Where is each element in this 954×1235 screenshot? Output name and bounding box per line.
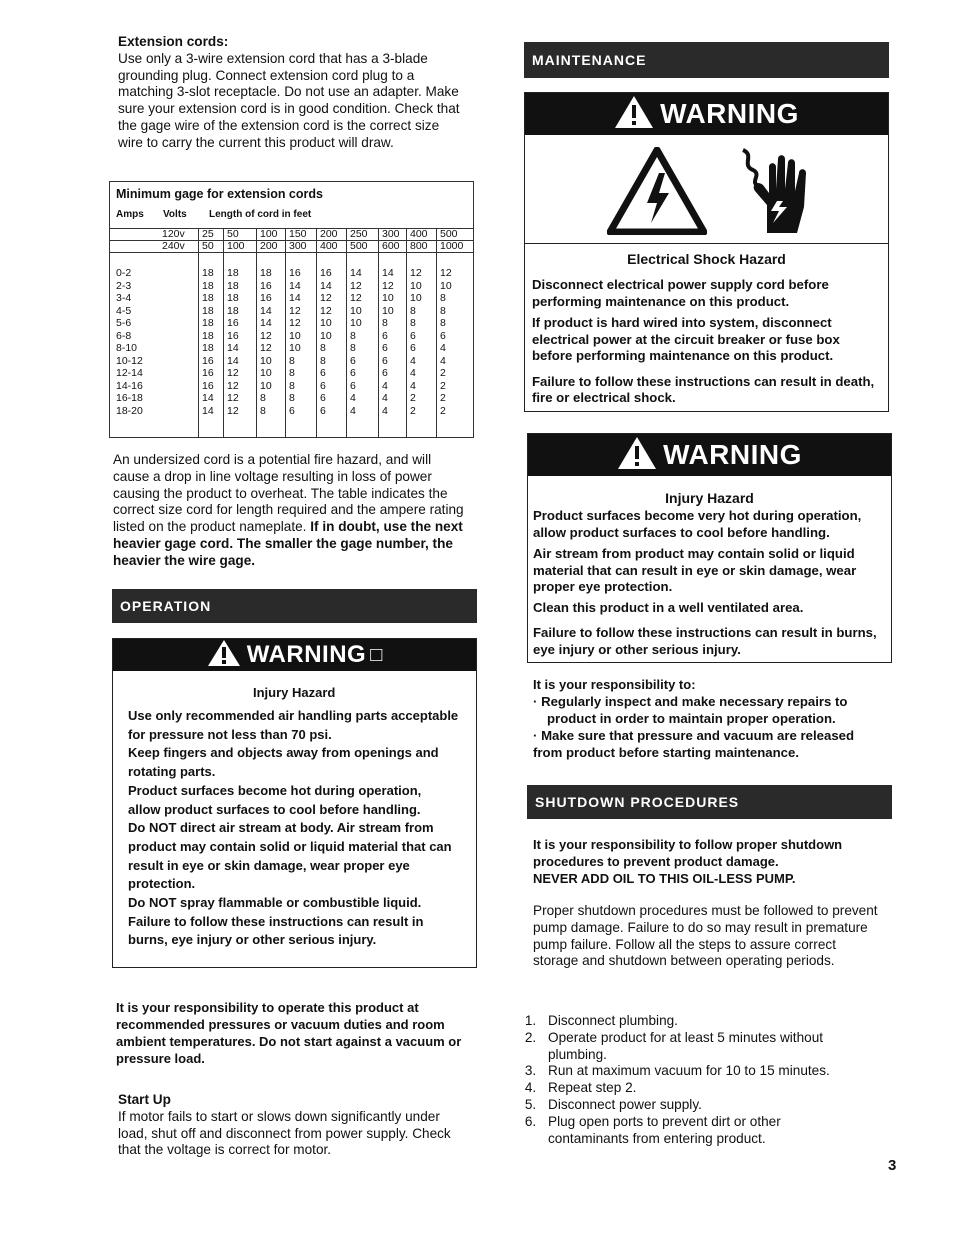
gage-cell: 10 — [350, 304, 362, 317]
undersized-bold-text: If in doubt, use the next heavier gage cord. The smaller the gage number, the heavier the wire gage. — [113, 519, 463, 568]
shutdown-steps — [518, 1013, 858, 1147]
gage-cell: 6 — [382, 329, 388, 342]
gage-cell: 4 — [410, 354, 416, 367]
shutdown-text: Proper shutdown procedures must be followed to prevent pump damage. Failure to do so may result in premature pump failure. Follow all the steps to assure correct storage and shutdown between operating periods. — [533, 903, 878, 969]
gage-cell: 8 — [350, 329, 356, 342]
operation-bar-label: OPERATION — [120, 598, 212, 614]
gage-cell: 6 — [320, 367, 326, 379]
responsibility-list — [533, 693, 878, 761]
responsibility-heading: It is your responsibility to: — [533, 677, 696, 692]
gage-cell: 8 — [440, 292, 446, 304]
gage-cell: 16 — [260, 292, 272, 304]
step-item: 6. Plug open ports to prevent dirt or other contaminants from entering product. — [540, 1114, 858, 1148]
shocked-hand-icon — [733, 145, 813, 242]
amps-cell: 2-3 — [116, 279, 132, 292]
gage-cell: 6 — [320, 404, 326, 417]
electrical-warning-box — [524, 92, 889, 412]
gage-cell: 6 — [382, 342, 388, 354]
gage-cell: 6 — [382, 354, 388, 367]
length-cell: 300 — [289, 240, 307, 252]
gage-cell: 14 — [289, 279, 301, 292]
length-cell: 800 — [410, 240, 428, 252]
gage-cell: 6 — [440, 329, 446, 342]
length-cell: 500 — [440, 228, 458, 240]
amps-cell: 10-12 — [116, 354, 143, 367]
warning-triangle-icon — [207, 639, 241, 672]
injury-warning-header — [528, 434, 891, 476]
gage-cell: 2 — [410, 404, 416, 417]
operation-warning-box — [112, 638, 477, 968]
gage-cell: 8 — [382, 317, 388, 329]
gage-cell: 8 — [289, 392, 295, 404]
amps-cell: 18-20 — [116, 404, 143, 417]
page-number: 3 — [888, 1157, 897, 1174]
gage-cell: 4 — [410, 367, 416, 379]
length-cell: 400 — [410, 228, 428, 240]
gage-cell: 8 — [289, 354, 295, 367]
operation-warning-text — [128, 707, 458, 950]
maintenance-section-bar — [524, 42, 889, 78]
gage-cell: 18 — [227, 267, 239, 279]
gage-cell: 4 — [410, 379, 416, 392]
electrical-warning-title: WARNING — [660, 98, 799, 129]
gage-cell: 2 — [440, 392, 446, 404]
gage-cell: 18 — [202, 292, 214, 304]
warning-line: burns, eye injury or other serious injury. — [128, 932, 377, 948]
amps-cell: 14-16 — [116, 379, 143, 392]
amps-cell: 12-14 — [116, 367, 143, 379]
gage-cell: 14 — [202, 404, 214, 417]
gage-cell: 8 — [260, 392, 266, 404]
gage-cell: 18 — [227, 304, 239, 317]
startup-heading: Start Up — [118, 1092, 171, 1107]
injury-warning-box — [527, 433, 892, 663]
step-item: 5. Disconnect power supply. — [540, 1097, 858, 1114]
gage-cell: 12 — [227, 379, 239, 392]
gage-cell: 10 — [260, 379, 272, 392]
maintenance-bar-label: MAINTENANCE — [532, 52, 647, 68]
gage-cell: 12 — [227, 367, 239, 379]
volts-cell: 240v — [162, 240, 185, 252]
gage-cell: 4 — [440, 354, 446, 367]
gage-cell: 6 — [320, 392, 326, 404]
injury-warning-text: Product surfaces become very hot during operation, allow product surfaces to cool before handling. Air stream from product may contain solid or liquid material that can result in eye or skin damage, wear proper eye protection. Clean this product in a well ventilated area. Failure to follow these instructions can result in burns, eye injury or other serious injury. — [533, 508, 877, 657]
gage-cell: 4 — [440, 342, 446, 354]
warning-line: result in eye or skin damage, wear proper eye — [128, 857, 410, 873]
gage-cell: 4 — [350, 392, 356, 404]
gage-cell: 8 — [410, 304, 416, 317]
operation-warning-header: WARNING □ — [113, 639, 476, 671]
warning-triangle-icon — [617, 436, 657, 475]
length-cell: 600 — [382, 240, 400, 252]
gage-cell: 2 — [440, 367, 446, 379]
length-cell: 1000 — [440, 240, 464, 252]
gage-cell: 18 — [202, 317, 214, 329]
gage-cell: 12 — [320, 304, 332, 317]
gage-cell: 14 — [227, 342, 239, 354]
gage-cell: 12 — [440, 267, 452, 279]
electrical-hazard-icon — [607, 147, 707, 240]
gage-cell: 8 — [440, 317, 446, 329]
step-item: 4. Repeat step 2. — [540, 1080, 858, 1097]
injury-warning-title: WARNING — [663, 439, 802, 470]
operation-responsibility: It is your responsibility to operate this product at recommended pressures or vacuum duties and room ambient temperatures. Do not start against a vacuum or pressure load. — [116, 1000, 462, 1066]
injury-hazard-title: Injury Hazard — [665, 490, 754, 506]
gage-cell: 10 — [382, 292, 394, 304]
gage-cell: 8 — [320, 342, 326, 354]
warning-line: Keep fingers and objects away from openings and — [128, 745, 439, 761]
warning-triangle-icon — [614, 95, 654, 134]
extension-cord-gage-table — [109, 181, 474, 438]
gage-cell: 16 — [202, 354, 214, 367]
gage-cell: 2 — [410, 392, 416, 404]
gage-cell: 18 — [202, 279, 214, 292]
gage-cell: 16 — [227, 329, 239, 342]
operation-hazard-title: Injury Hazard — [253, 685, 336, 700]
list-item: · Regularly inspect and make necessary repairs to product in order to maintain proper operation. — [533, 694, 848, 726]
length-cell: 150 — [289, 228, 307, 240]
gage-cell: 8 — [320, 354, 326, 367]
startup-section — [118, 1092, 473, 1159]
col-length-label: Length of cord in feet — [209, 209, 312, 220]
warning-line: Do NOT direct air stream at body. Air stream from — [128, 820, 434, 836]
gage-cell: 16 — [289, 267, 301, 279]
amps-cell: 4-5 — [116, 304, 132, 317]
gage-cell: 18 — [202, 329, 214, 342]
gage-cell: 18 — [227, 279, 239, 292]
gage-cell: 14 — [289, 292, 301, 304]
undersized-text: An undersized cord is a potential fire hazard, and will cause a drop in line voltage resulting in loss of power causing the product to overheat. The table indicates the correct size cord for length required and the ampere rating listed on the product nameplate. — [113, 452, 464, 535]
amps-cell: 8-10 — [116, 342, 138, 354]
length-cell: 50 — [227, 228, 239, 240]
gage-cell: 14 — [260, 317, 272, 329]
gage-cell: 12 — [260, 329, 272, 342]
gage-cell: 4 — [382, 392, 388, 404]
amps-cell: 16-18 — [116, 392, 143, 404]
col-volts-label: Volts — [163, 209, 187, 220]
gage-cell: 18 — [202, 342, 214, 354]
gage-cell: 10 — [260, 367, 272, 379]
gage-cell: 8 — [440, 304, 446, 317]
shutdown-bold-2: NEVER ADD OIL TO THIS OIL-LESS PUMP. — [533, 871, 796, 886]
gage-cell: 6 — [350, 354, 356, 367]
gage-cell: 10 — [260, 354, 272, 367]
gage-cell: 10 — [320, 329, 332, 342]
gage-cell: 12 — [289, 317, 301, 329]
operation-warning-title: WARNING — [246, 641, 367, 668]
step-item: 1. Disconnect plumbing. — [540, 1013, 858, 1030]
electrical-warning-text: Disconnect electrical power supply cord before performing maintenance on this product. If product is hard wired into system, disconnect electrical power at the circuit breaker or fuse box before performing maintenance on this product. Failure to follow these instructions can result in death, fire or electrical shock. — [532, 277, 875, 405]
gage-cell: 8 — [289, 379, 295, 392]
gage-cell: 10 — [289, 329, 301, 342]
amps-cell: 6-8 — [116, 329, 132, 342]
gage-cell: 4 — [382, 404, 388, 417]
gage-cell: 16 — [227, 317, 239, 329]
gage-cell: 6 — [350, 379, 356, 392]
length-cell: 100 — [260, 228, 278, 240]
gage-cell: 12 — [227, 404, 239, 417]
length-cell: 200 — [320, 228, 338, 240]
extension-cords-heading: Extension cords: — [118, 34, 229, 49]
gage-cell: 6 — [320, 379, 326, 392]
gage-cell: 16 — [202, 367, 214, 379]
gage-cell: 12 — [410, 267, 422, 279]
startup-text: If motor fails to start or slows down significantly under load, shut off and disconnect from power supply. Check that the voltage is correct for motor. — [118, 1108, 451, 1158]
warning-line: Do NOT spray flammable or combustible liquid. — [128, 895, 422, 911]
gage-cell: 14 — [320, 279, 332, 292]
gage-cell: 4 — [382, 379, 388, 392]
gage-cell: 18 — [227, 292, 239, 304]
gage-cell: 6 — [410, 342, 416, 354]
gage-table-title: Minimum gage for extension cords — [116, 187, 323, 201]
gage-cell: 12 — [227, 392, 239, 404]
undersized-cord-section — [113, 452, 465, 570]
length-cell: 50 — [202, 240, 214, 252]
gage-cell: 10 — [440, 279, 452, 292]
gage-cell: 16 — [202, 379, 214, 392]
shutdown-section-bar — [527, 785, 892, 819]
length-cell: 300 — [382, 228, 400, 240]
gage-cell: 10 — [350, 317, 362, 329]
shutdown-bar-label: SHUTDOWN PROCEDURES — [535, 794, 740, 810]
gage-cell: 14 — [227, 354, 239, 367]
gage-cell: 2 — [440, 404, 446, 417]
shutdown-section — [533, 836, 883, 970]
length-cell: 250 — [350, 228, 368, 240]
extension-cords-section — [118, 34, 463, 152]
maintenance-responsibility — [533, 676, 878, 761]
gage-cell: 8 — [350, 342, 356, 354]
gage-cell: 14 — [382, 267, 394, 279]
col-amps-label: Amps — [116, 209, 144, 220]
gage-cell: 16 — [260, 279, 272, 292]
step-item: 2. Operate product for at least 5 minutes without plumbing. — [540, 1030, 858, 1064]
gage-cell: 12 — [350, 279, 362, 292]
gage-cell: 18 — [260, 267, 272, 279]
gage-cell: 6 — [289, 404, 295, 417]
gage-cell: 8 — [260, 404, 266, 417]
gage-cell: 10 — [410, 292, 422, 304]
gage-cell: 18 — [202, 267, 214, 279]
length-cell: 25 — [202, 228, 214, 240]
step-item: 3. Run at maximum vacuum for 10 to 15 minutes. — [540, 1063, 858, 1080]
warning-line: Product surfaces become hot during operation, — [128, 782, 422, 798]
gage-cell: 6 — [410, 329, 416, 342]
electrical-warning-header — [525, 93, 888, 135]
extension-cords-text: Use only a 3-wire extension cord that has a 3-blade grounding plug. Connect extension cord plug to a matching 3-slot receptacle. Do not use an adapter. Make sure your extension cord is in good condition. Check that the gage wire of the extension cord is the correct size wire to carry the current this product will draw. — [118, 50, 460, 150]
hazard-pictograms — [525, 135, 888, 244]
gage-cell: 14 — [260, 304, 272, 317]
operation-section-bar — [112, 589, 477, 623]
length-cell: 100 — [227, 240, 245, 252]
volts-cell: 120v — [162, 228, 185, 240]
steps-list — [518, 1013, 858, 1147]
gage-cell: 18 — [202, 304, 214, 317]
gage-cell: 10 — [320, 317, 332, 329]
gage-cell: 6 — [350, 367, 356, 379]
length-cell: 200 — [260, 240, 278, 252]
amps-cell: 5-6 — [116, 317, 132, 329]
gage-cell: 10 — [382, 304, 394, 317]
gage-cell: 12 — [320, 292, 332, 304]
shutdown-bold-1: It is your responsibility to follow proper shutdown procedures to prevent product damage. — [533, 837, 843, 869]
amps-cell: 0-2 — [116, 267, 132, 279]
gage-cell: 6 — [382, 367, 388, 379]
gage-cell: 10 — [410, 279, 422, 292]
length-cell: 500 — [350, 240, 368, 252]
gage-cell: 10 — [289, 342, 301, 354]
length-cell: 400 — [320, 240, 338, 252]
gage-cell: 12 — [260, 342, 272, 354]
gage-cell: 2 — [440, 379, 446, 392]
warning-line: Failure to follow these instructions can result in — [128, 913, 424, 929]
gage-cell: 12 — [382, 279, 394, 292]
warning-line: Use only recommended air handling parts acceptable — [128, 708, 459, 723]
gage-cell: 8 — [289, 367, 295, 379]
warning-line: protection. — [128, 876, 196, 892]
electrical-hazard-title: Electrical Shock Hazard — [627, 251, 786, 267]
warning-line: product may contain solid or liquid material that can — [128, 838, 452, 854]
gage-cell: 12 — [350, 292, 362, 304]
gage-cell: 14 — [350, 267, 362, 279]
gage-cell: 4 — [350, 404, 356, 417]
warning-line: rotating parts. — [128, 764, 216, 780]
warning-line: for pressure not less than 70 psi. — [128, 726, 332, 742]
gage-cell: 8 — [410, 317, 416, 329]
amps-cell: 3-4 — [116, 292, 132, 304]
warning-line: allow product surfaces to cool before handling. — [128, 801, 421, 817]
gage-cell: 12 — [289, 304, 301, 317]
gage-cell: 16 — [320, 267, 332, 279]
gage-cell: 14 — [202, 392, 214, 404]
list-item: · Make sure that pressure and vacuum are released from product before starting maintenance. — [533, 728, 855, 760]
